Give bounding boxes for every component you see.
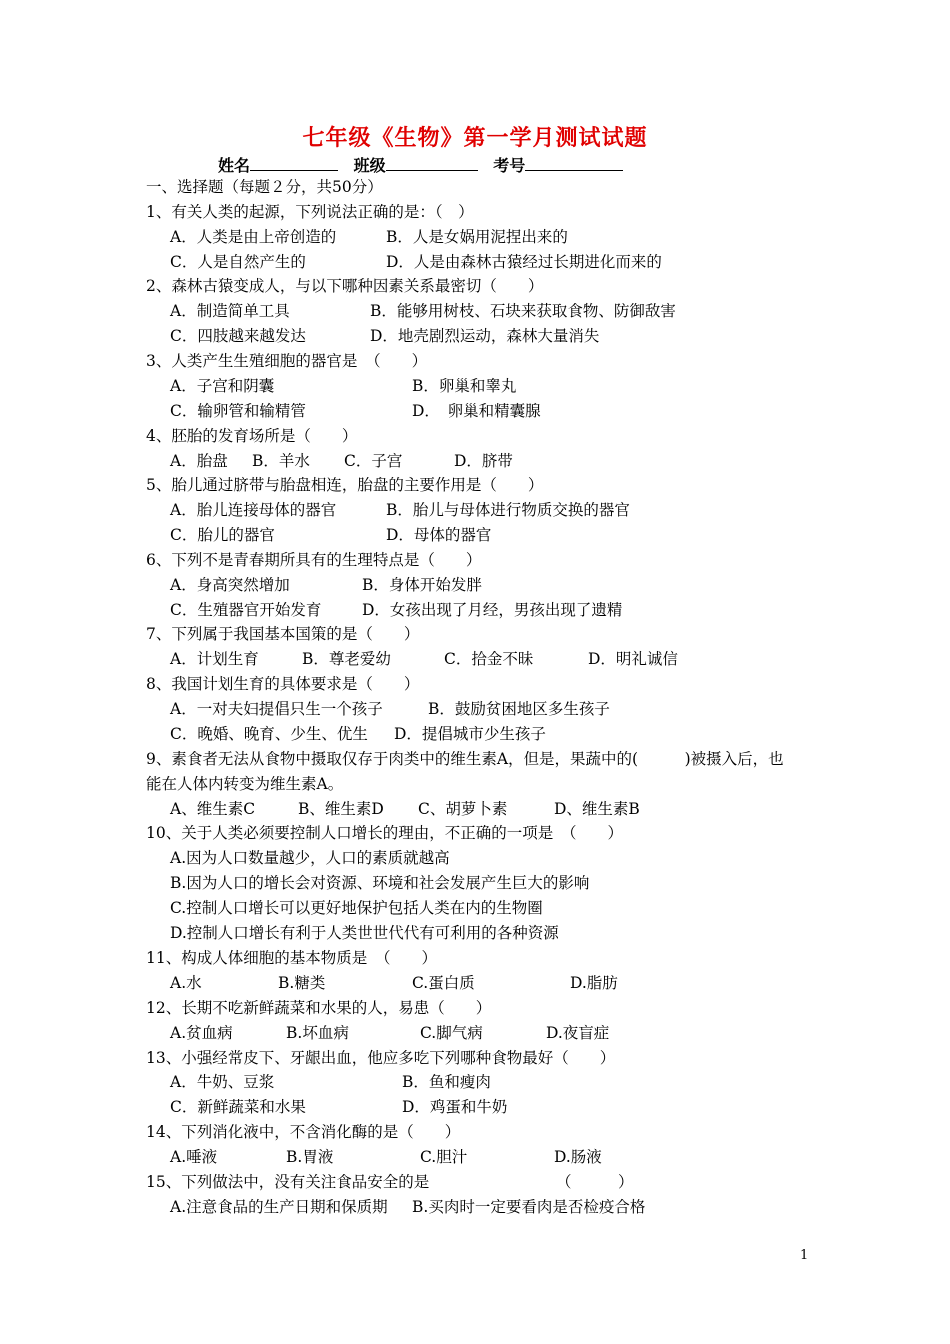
question-stem: 11、构成人体细胞的基本物质是 （ ） [146, 949, 437, 967]
option[interactable]: D．母体的器官 [386, 526, 492, 544]
option[interactable]: D.肠液 [554, 1148, 602, 1166]
option[interactable]: C、胡萝卜素 [418, 800, 508, 818]
question-stem: 13、小强经常皮下、牙龈出血，他应多吃下列哪种食物最好（ ） [146, 1049, 616, 1067]
option[interactable]: B.糖类 [278, 974, 326, 992]
option[interactable]: A.贫血病 [170, 1024, 233, 1042]
option[interactable]: B．身体开始发胖 [362, 576, 482, 594]
option[interactable]: D．脐带 [454, 452, 513, 470]
class-blank[interactable] [386, 154, 478, 171]
option[interactable]: A．胎儿连接母体的器官 [170, 501, 337, 519]
option[interactable]: C.脚气病 [420, 1024, 483, 1042]
option[interactable]: A、维生素C [170, 800, 256, 818]
option[interactable]: C.控制人口增长可以更好地保护包括人类在内的生物圈 [170, 899, 543, 917]
option[interactable]: A.注意食品的生产日期和保质期 [170, 1198, 388, 1216]
option[interactable]: B．能够用树枝、石块来获取食物、防御敌害 [370, 302, 676, 320]
question-stem: 10、关于人类必须要控制人口增长的理由，不正确的一项是 （ ） [146, 824, 623, 842]
option[interactable]: A．胎盘 [170, 452, 228, 470]
answer-bracket: （ ） [556, 1173, 634, 1191]
option[interactable]: B．胎儿与母体进行物质交换的器官 [386, 501, 630, 519]
option[interactable]: D．地壳剧烈运动，森林大量消失 [370, 327, 600, 345]
option[interactable]: D．人是由森林古猿经过长期进化而来的 [386, 253, 662, 271]
option[interactable]: D.脂肪 [570, 974, 618, 992]
question-stem: 8、我国计划生育的具体要求是（ ） [146, 675, 420, 693]
student-info-line [218, 154, 623, 176]
option[interactable]: D.控制人口增长有利于人类世世代代有可利用的各种资源 [170, 924, 559, 942]
option[interactable]: C．胎儿的器官 [170, 526, 275, 544]
option[interactable]: B．羊水 [252, 452, 310, 470]
option[interactable]: B．人是女娲用泥捏出来的 [386, 228, 568, 246]
question-stem: 4、胚胎的发育场所是（ ） [146, 427, 358, 445]
page-number: 1 [800, 1248, 809, 1263]
option[interactable]: A．一对夫妇提倡只生一个孩子 [170, 700, 383, 718]
option[interactable]: C．子宫 [344, 452, 403, 470]
option[interactable]: B.因为人口的增长会对资源、环境和社会发展产生巨大的影响 [170, 874, 590, 892]
option[interactable]: C.胆汁 [420, 1148, 468, 1166]
option[interactable]: B．卵巢和睾丸 [412, 377, 517, 395]
number-blank[interactable] [525, 154, 623, 171]
exam-title: 七年级《生物》第一学月测试试题 [302, 125, 648, 151]
option[interactable]: C．四肢越来越发达 [170, 327, 306, 345]
class-label: 班级 [353, 156, 386, 175]
number-label: 考号 [493, 156, 526, 175]
option[interactable]: D．提倡城市少生孩子 [394, 725, 546, 743]
option[interactable]: C．拾金不昧 [444, 650, 534, 668]
option[interactable]: D．鸡蛋和牛奶 [402, 1098, 508, 1116]
option[interactable]: D、维生素B [554, 800, 640, 818]
question-stem: 15、下列做法中，没有关注食品安全的是 [146, 1173, 430, 1191]
name-blank[interactable] [250, 154, 338, 171]
question-stem: 2、森林古猿变成人，与以下哪种因素关系最密切（ ） [146, 277, 544, 295]
option[interactable]: C．新鲜蔬菜和水果 [170, 1098, 306, 1116]
option[interactable]: B、维生素D [298, 800, 384, 818]
option[interactable]: A．计划生育 [170, 650, 259, 668]
question-stem: 7、下列属于我国基本国策的是（ ） [146, 625, 420, 643]
option[interactable]: C．输卵管和输精管 [170, 402, 306, 420]
option[interactable]: C．生殖器官开始发育 [170, 601, 322, 619]
question-stem-continued: 能在人体内转变为维生素A。 [146, 775, 344, 793]
question-stem: 3、人类产生生殖细胞的器官是 （ ） [146, 352, 428, 370]
option[interactable]: B．尊老爱幼 [302, 650, 391, 668]
option[interactable]: A．身高突然增加 [170, 576, 290, 594]
option[interactable]: A.水 [170, 974, 202, 992]
option[interactable]: C．晚婚、晚育、少生、优生 [170, 725, 368, 743]
option[interactable]: B.买肉时一定要看肉是否检疫合格 [412, 1198, 646, 1216]
option[interactable]: A．子宫和阴囊 [170, 377, 275, 395]
option[interactable]: D.夜盲症 [546, 1024, 610, 1042]
option[interactable]: C．人是自然产生的 [170, 253, 306, 271]
question-stem: 9、素食者无法从食物中摄取仅存于肉类中的维生素A，但是，果蔬中的( )被摄入后，也 [146, 750, 784, 768]
option[interactable]: A.因为人口数量越少，人口的素质就越高 [170, 849, 450, 867]
option[interactable]: A．人类是由上帝创造的 [170, 228, 337, 246]
option[interactable]: A.唾液 [170, 1148, 218, 1166]
question-stem: 14、下列消化液中，不含消化酶的是（ ） [146, 1123, 461, 1141]
option[interactable]: D．女孩出现了月经，男孩出现了遗精 [362, 601, 623, 619]
question-stem: 6、下列不是青春期所具有的生理特点是（ ） [146, 551, 482, 569]
question-stem: 5、胎儿通过脐带与胎盘相连，胎盘的主要作用是（ ） [146, 476, 544, 494]
name-label: 姓名 [218, 156, 251, 175]
option[interactable]: A．制造简单工具 [170, 302, 290, 320]
option[interactable]: B．鱼和瘦肉 [402, 1073, 491, 1091]
option[interactable]: B．鼓励贫困地区多生孩子 [428, 700, 610, 718]
option[interactable]: C.蛋白质 [412, 974, 475, 992]
option[interactable]: B.胃液 [286, 1148, 334, 1166]
option[interactable]: A．牛奶、豆浆 [170, 1073, 275, 1091]
question-stem: 1、有关人类的起源，下列说法正确的是：（ ） [146, 203, 474, 221]
section-heading: 一、选择题（每题２分，共50分） [146, 178, 383, 196]
option[interactable]: B.坏血病 [286, 1024, 349, 1042]
option[interactable]: D． 卵巢和精囊腺 [412, 402, 541, 420]
option[interactable]: D．明礼诚信 [588, 650, 678, 668]
question-stem: 12、长期不吃新鲜蔬菜和水果的人，易患（ ） [146, 999, 492, 1017]
